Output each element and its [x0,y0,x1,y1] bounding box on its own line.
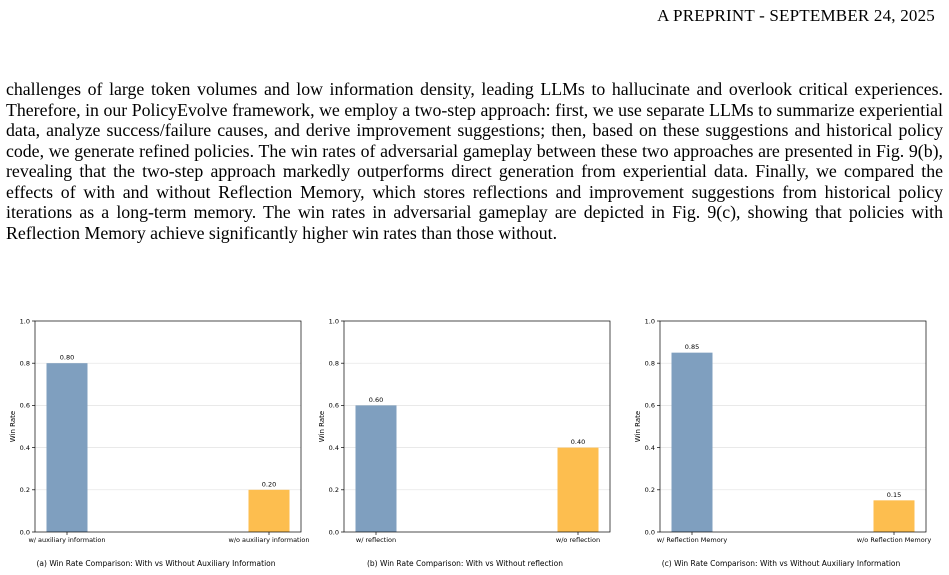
x-tick-label: w/ Reflection Memory [656,536,728,544]
y-tick-label: 0.0 [19,528,30,537]
y-tick-label: 0.2 [328,486,339,495]
y-tick-label: 0.6 [19,401,30,410]
y-tick-label: 0.6 [328,401,339,410]
y-tick-label: 0.4 [328,443,339,452]
y-tick-label: 1.0 [19,317,30,326]
y-tick-label: 1.0 [328,317,339,326]
y-tick-label: 1.0 [644,317,655,326]
y-axis-label: Win Rate [634,410,642,443]
y-tick-label: 0.0 [328,528,339,537]
bar-value-label: 0.60 [368,395,384,404]
figure-a [6,310,310,575]
body-paragraph: challenges of large token volumes and low information density, leading LLMs to hallucinate and overlook critical experiences. Therefore, in our PolicyEvolve framework, we employ a two-step approach: first, we use separate LLMs to summarize experiential data, analyze success/failure causes, and derive improvement suggestions; then, based on these suggestions and historical policy code, we generate refined policies. The win rates of adversarial gameplay between these two approaches are presented in Fig. 9(b), revealing that the two-step approach markedly outperforms direct generation from experiential data. Finally, we compared the effects of with and without Reflection Memory, which stores reflections and improvement suggestions from historical policy iterations as a long-term memory. The win rates in adversarial gameplay are depicted in Fig. 9(c), showing that policies with Reflection Memory achieve significantly higher win rates than those without. [6,79,943,243]
y-tick-label: 0.2 [644,486,655,495]
y-tick-label: 0.4 [644,443,655,452]
figure-b [315,310,615,575]
caption-b: (b) Win Rate Comparison: With vs Without reflection [366,559,564,568]
x-tick-label: w/o auxiliary information [228,536,310,544]
figure-c [631,310,931,575]
x-tick-label: w/o Reflection Memory [856,536,932,544]
bar [874,500,915,532]
y-axis-label: Win Rate [9,410,17,443]
running-header: A PREPRINT - SEPTEMBER 24, 2025 [657,6,935,25]
bar [356,405,397,532]
caption-c: (c) Win Rate Comparison: With vs Without Auxiliary Information [661,559,901,568]
bar-chart-c [631,310,931,550]
bar-value-label: 0.20 [261,480,277,489]
y-tick-label: 0.6 [644,401,655,410]
bar-value-label: 0.85 [684,343,700,352]
bar-value-label: 0.40 [570,438,586,447]
y-tick-label: 0.8 [328,359,339,368]
x-tick-label: w/o reflection [555,536,601,544]
bar-value-label: 0.15 [886,490,902,499]
y-tick-label: 0.2 [19,486,30,495]
y-tick-label: 0.0 [644,528,655,537]
bar-value-label: 0.80 [59,353,75,362]
bar [249,490,290,532]
caption-a: (a) Win Rate Comparison: With vs Without Auxiliary Information [36,559,276,568]
y-axis-label: Win Rate [318,410,326,443]
x-tick-label: w/ auxiliary information [28,536,106,544]
bar [672,353,713,532]
bar [558,448,599,532]
y-tick-label: 0.8 [644,359,655,368]
y-tick-label: 0.4 [19,443,30,452]
bar-chart-b [315,310,615,550]
y-tick-label: 0.8 [19,359,30,368]
x-tick-label: w/ reflection [355,536,397,544]
bar [47,363,88,532]
bar-chart-a [6,310,310,550]
